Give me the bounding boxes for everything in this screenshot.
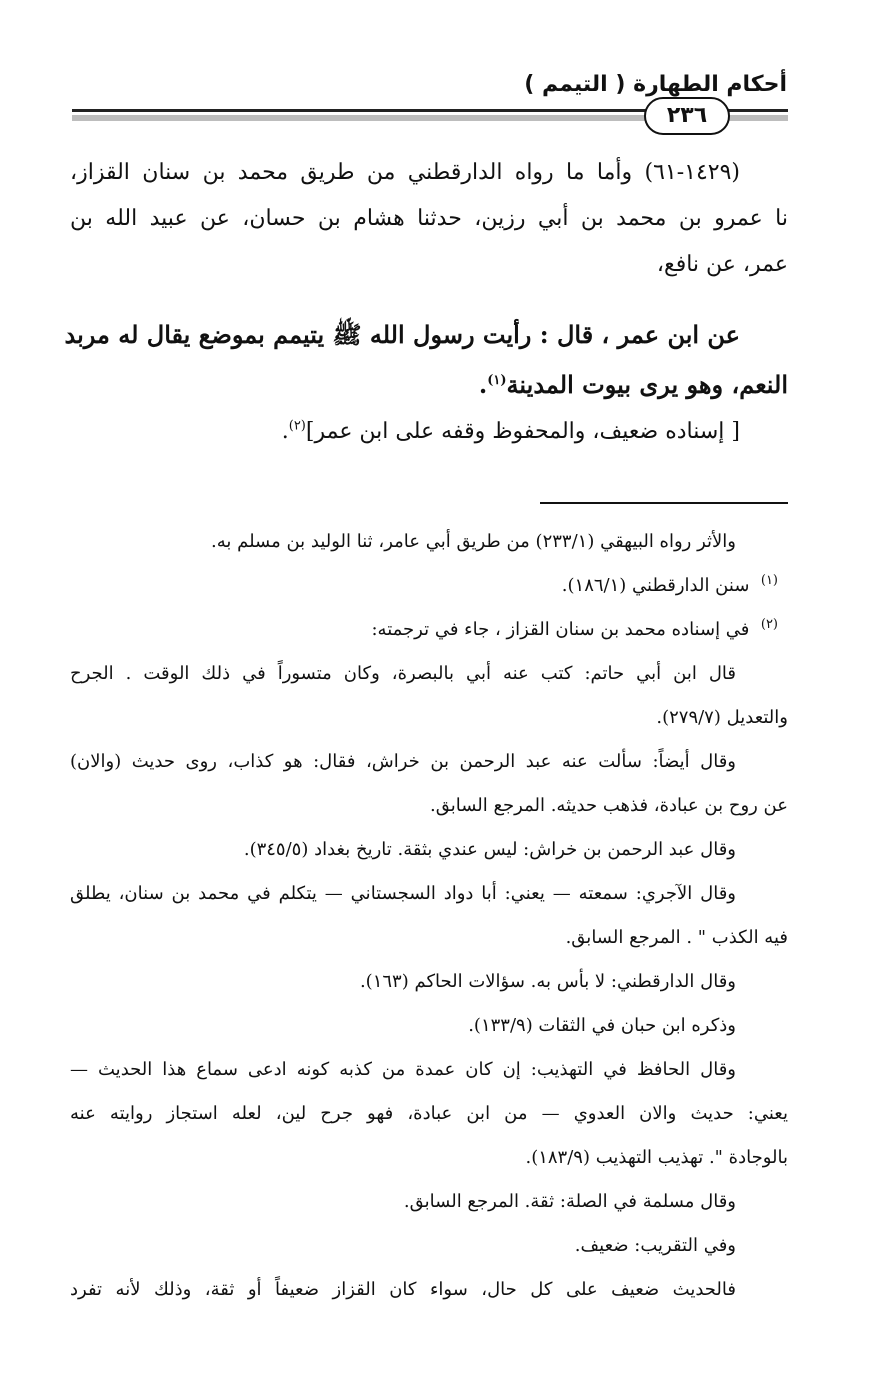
page-number: ٢٣٦ [644, 97, 730, 135]
footnote-line: عن روح بن عبادة، فذهب حديثه. المرجع السابق. [429, 795, 788, 816]
footnote-line: وذكره ابن حبان في الثقات (١٣٣/٩). [468, 1015, 736, 1036]
footnote-line: وقال الدارقطني: لا بأس به. سؤالات الحاكم (١٦٣). [359, 971, 736, 992]
footnote-line: قال ابن أبي حاتم: كتب عنه أبي بالبصرة، وكان متسوراً في ذلك الوقت . الجرح [70, 663, 736, 684]
intro-line: (١٤٢٩-٦١) وأما ما رواه الدارقطني من طريق محمد بن سنان القزاز، [70, 160, 740, 185]
hadith-line-text: النعم، وهو يرى بيوت المدينة [506, 370, 788, 399]
footnote-line: وفي التقريب: ضعيف. [574, 1235, 736, 1256]
footnote-marker-2: (٢) [760, 617, 778, 632]
footnote-line: وقال عبد الرحمن بن خراش: ليس عندي بثقة. تاريخ بغداد (٣٤٥/٥). [243, 839, 736, 860]
footnote-line: وقال الحافظ في التهذيب: إن كان عمدة من كذبه كونه ادعى سماع هذا الحديث — [70, 1059, 736, 1080]
footnote-line: وقال الآجري: سمعته — يعني: أبا دواد السجستاني — يتكلم في محمد بن سنان، يطلق [70, 883, 736, 904]
footnote-1-text: سنن الدارقطني (١٨٦/١). [561, 575, 750, 596]
running-header-title: أحكام الطهارة ( التيمم ) [524, 72, 787, 97]
footnote-line: فالحديث ضعيف على كل حال، سواء كان القزاز ضعيفاً أو ثقة، وذلك لأنه تفرد [70, 1279, 736, 1300]
footnote-ref-1: (١) [487, 373, 507, 388]
footnote-separator [540, 502, 788, 504]
intro-line: نا عمرو بن محمد بن أبي رزين، حدثنا هشام بن حسان، عن عبيد الله بن [70, 206, 788, 231]
grading-end-mark: . [281, 419, 289, 444]
footnote-line: والأثر رواه البيهقي (٢٣٣/١) من طريق أبي عامر، ثنا الوليد بن مسلم به. [211, 531, 736, 552]
hadith-text [64, 310, 788, 454]
footnote-1 [70, 564, 788, 608]
hadith-line: عن ابن عمر ، قال : رأيت رسول الله ﷺ يتيمم بموضع يقال له مربد [64, 320, 740, 349]
footnote-line: والتعديل (٢٧٩/٧). [656, 707, 788, 728]
footnote-line: وقال أيضاً: سألت عنه عبد الرحمن بن خراش، فقال: هو كذاب، روى حديث (والان) [70, 751, 736, 772]
grading-line [70, 410, 788, 454]
footnote-ref-2: (٢) [288, 418, 306, 434]
intro-line: عمر، عن نافع، [656, 252, 788, 277]
footnote-line: وقال مسلمة في الصلة: ثقة. المرجع السابق. [403, 1191, 736, 1212]
grading-text: [ إسناده ضعيف، والمحفوظ وقفه على ابن عمر] [305, 419, 740, 444]
footnotes [70, 520, 788, 1312]
footnote-marker-1: (١) [760, 573, 778, 588]
footnote-line: بالوجادة ". تهذيب التهذيب (١٨٣/٩). [525, 1147, 788, 1168]
hadith-line-2 [70, 360, 788, 410]
footnote-2-text: في إسناده محمد بن سنان القزاز ، جاء في ترجمته: [371, 619, 750, 640]
hadith-end-mark: . [478, 370, 488, 399]
footnote-2 [70, 608, 788, 652]
main-text [70, 150, 788, 288]
footnote-line: يعني: حديث والان العدوي — من ابن عبادة، فهو جرح لين، لعله استجاز روايته عنه [70, 1103, 788, 1124]
footnote-line: فيه الكذب " . المرجع السابق. [565, 927, 788, 948]
